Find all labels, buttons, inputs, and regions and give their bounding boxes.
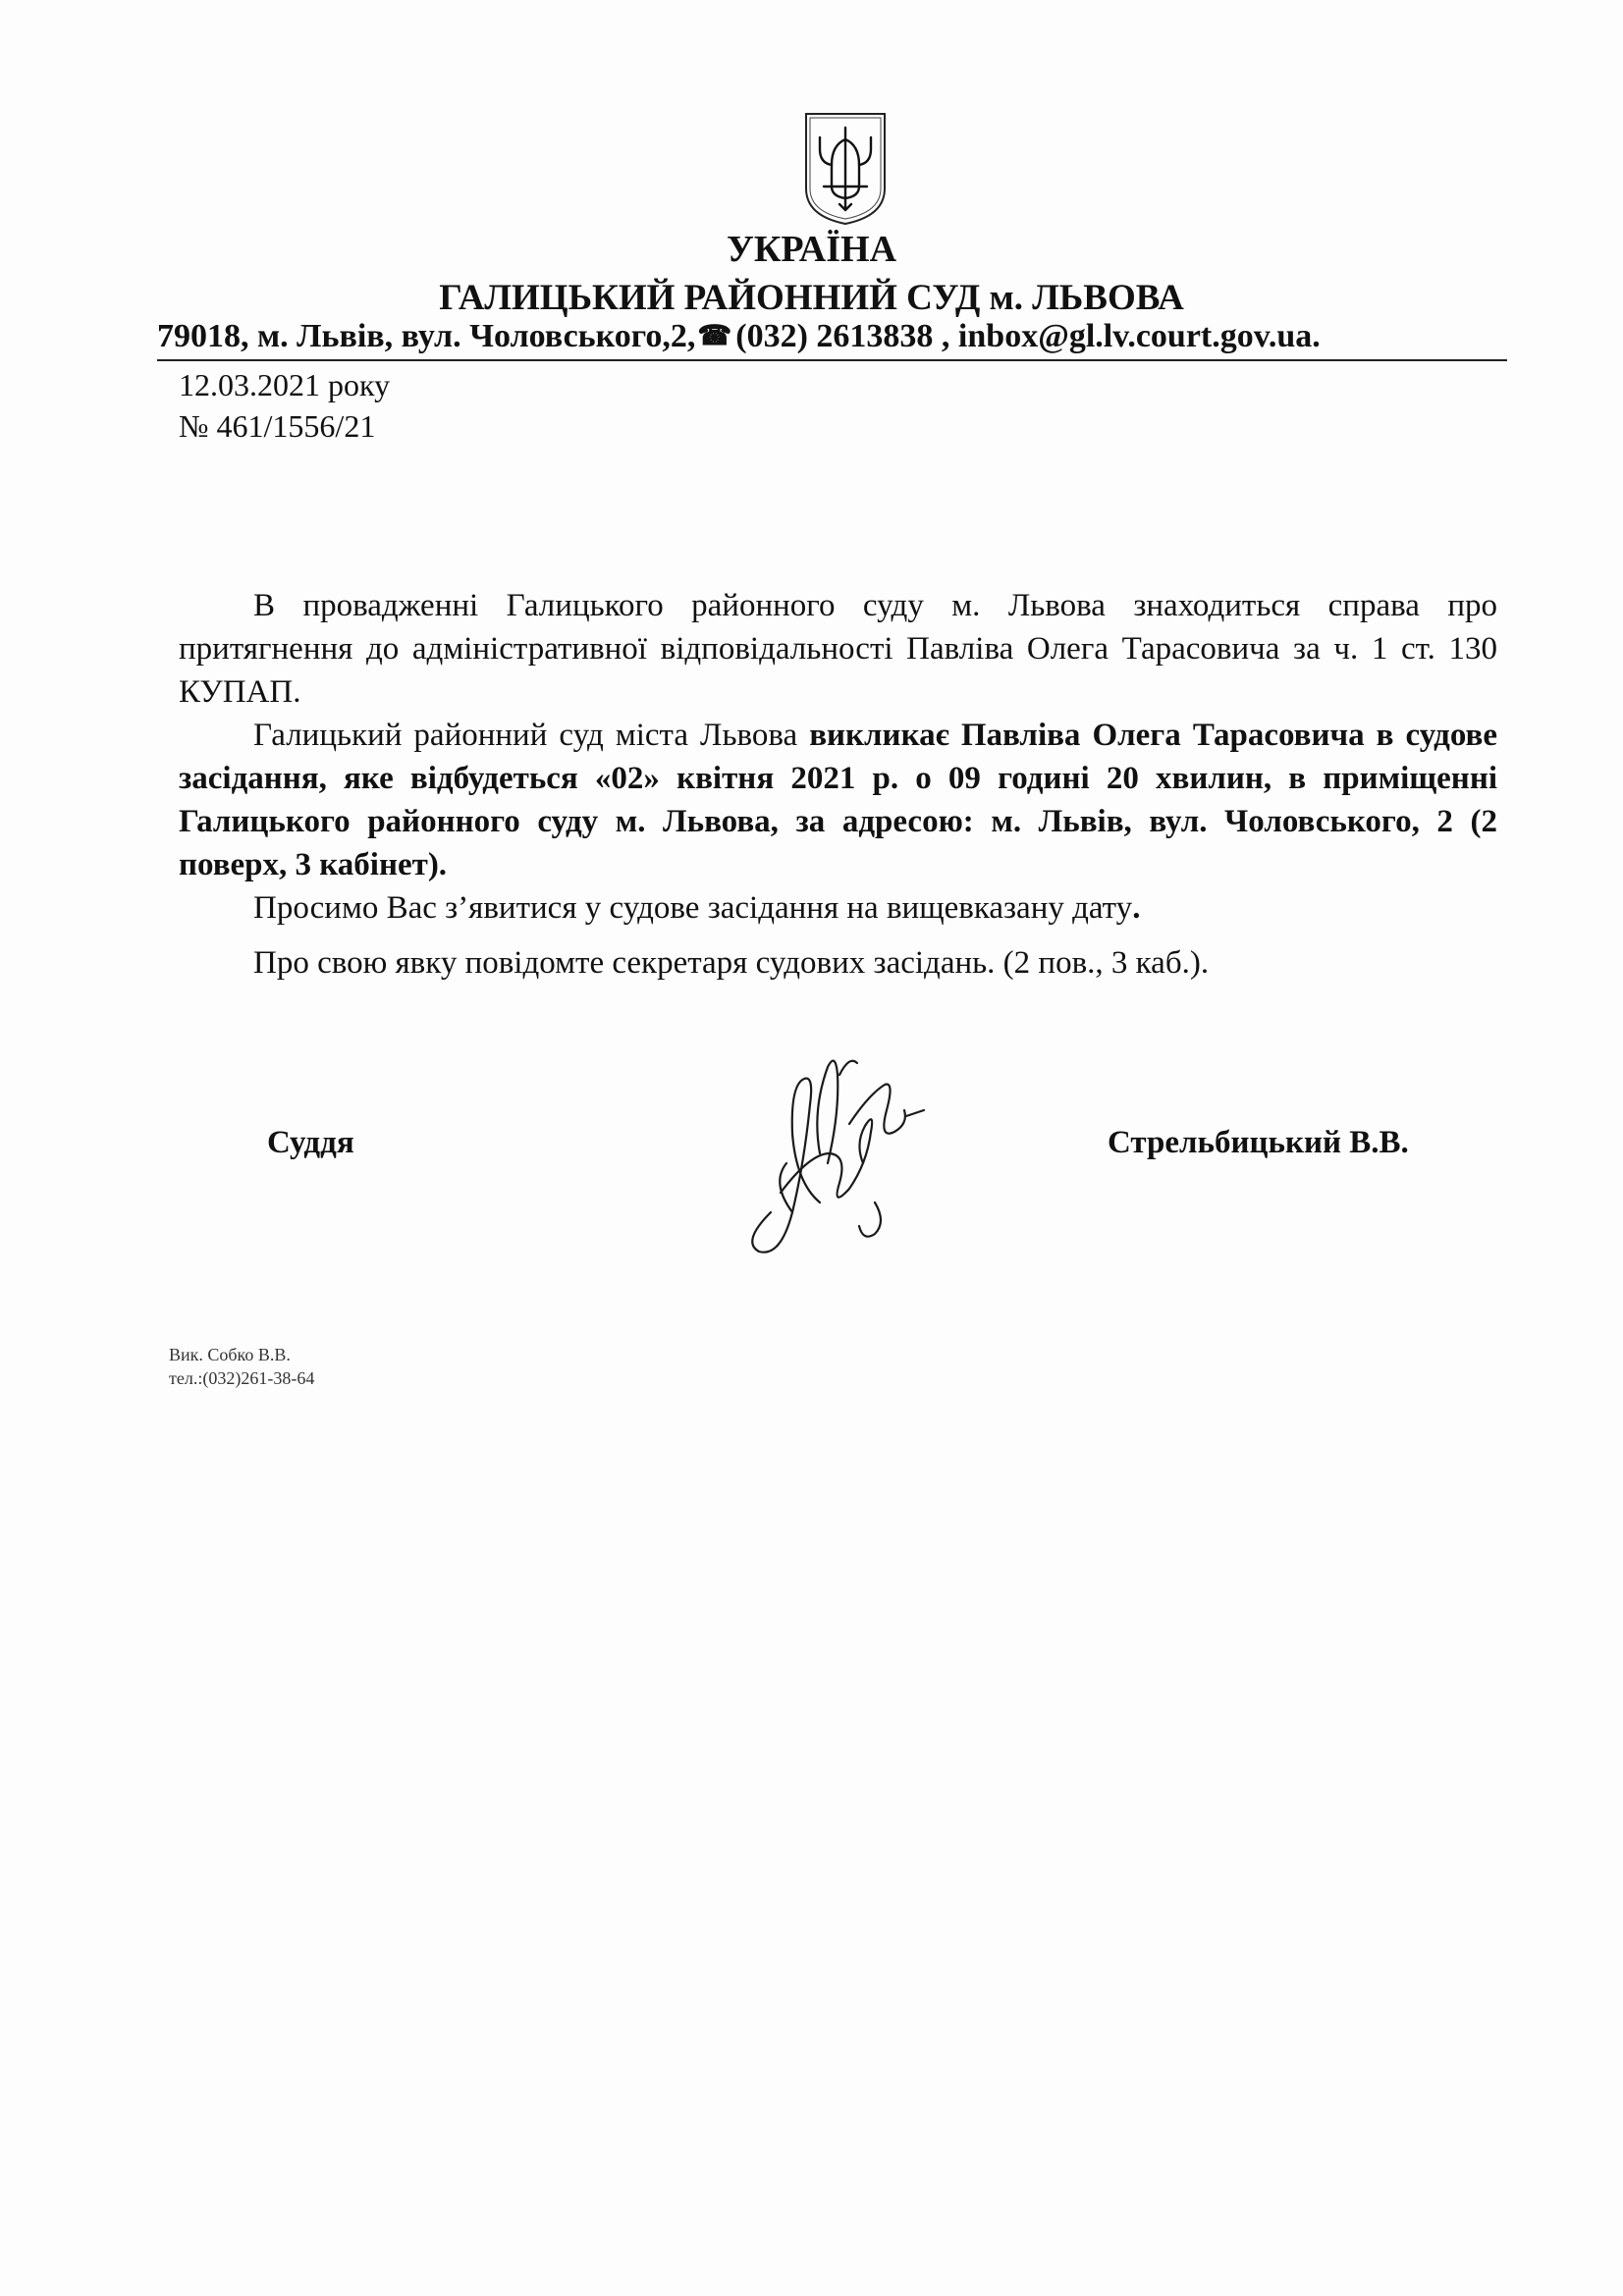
executor-phone: тел.:(032)261-38-64 (169, 1368, 315, 1388)
signer-role: Суддя (267, 1125, 354, 1160)
paragraph-request (179, 886, 1497, 930)
telephone-icon: ☎ (697, 321, 732, 351)
summons-details: викликає Павліва Олега Тарасовича в судове засідання, яке відбудеться «02» квітня 2021 р. о 09 годині 20 хвилин, в приміщенні Галицького районного суду м. Львова, за адресою: м. Львів, вул. Чоловського, 2 (2 поверх, 3 кабінет). (179, 718, 1497, 882)
paragraph-summons (179, 714, 1497, 886)
address-contacts: (032) 2613838 , inbox@gl.lv.court.gov.ua. (735, 318, 1321, 354)
case-number: № 461/1556/21 (179, 408, 376, 444)
handwritten-signature-icon (702, 1016, 947, 1261)
court-heading: ГАЛИЦЬКИЙ РАЙОННИЙ СУД м. ЛЬВОВА (439, 278, 1184, 318)
signer-name: Стрельбицький В.В. (1108, 1125, 1409, 1160)
address-street: 79018, м. Львів, вул. Чоловського,2, (157, 318, 696, 354)
document-date: 12.03.2021 року (179, 367, 391, 402)
court-address (157, 318, 1507, 361)
executor-name: Вик. Собко В.В. (169, 1345, 291, 1364)
request-text: Просимо Вас з’явитися у судове засідання на вищевказану дату (253, 890, 1133, 926)
request-period: . (1132, 890, 1141, 926)
coat-of-arms-icon (802, 110, 889, 228)
paragraph-proceedings: В провадженні Галицького районного суду м. Львова знаходиться справа про притягнення до адміністративної відповідальності Павліва Олега Тарасовича за ч. 1 ст. 130 КУПАП. (179, 588, 1497, 710)
paragraph-notify: Про свою явку повідомте секретаря судових засідань. (2 пов., 3 каб.). (253, 945, 1210, 981)
country-heading: УКРАЇНА (726, 229, 897, 270)
summons-intro: Галицький районний суд міста Львова (253, 718, 810, 753)
